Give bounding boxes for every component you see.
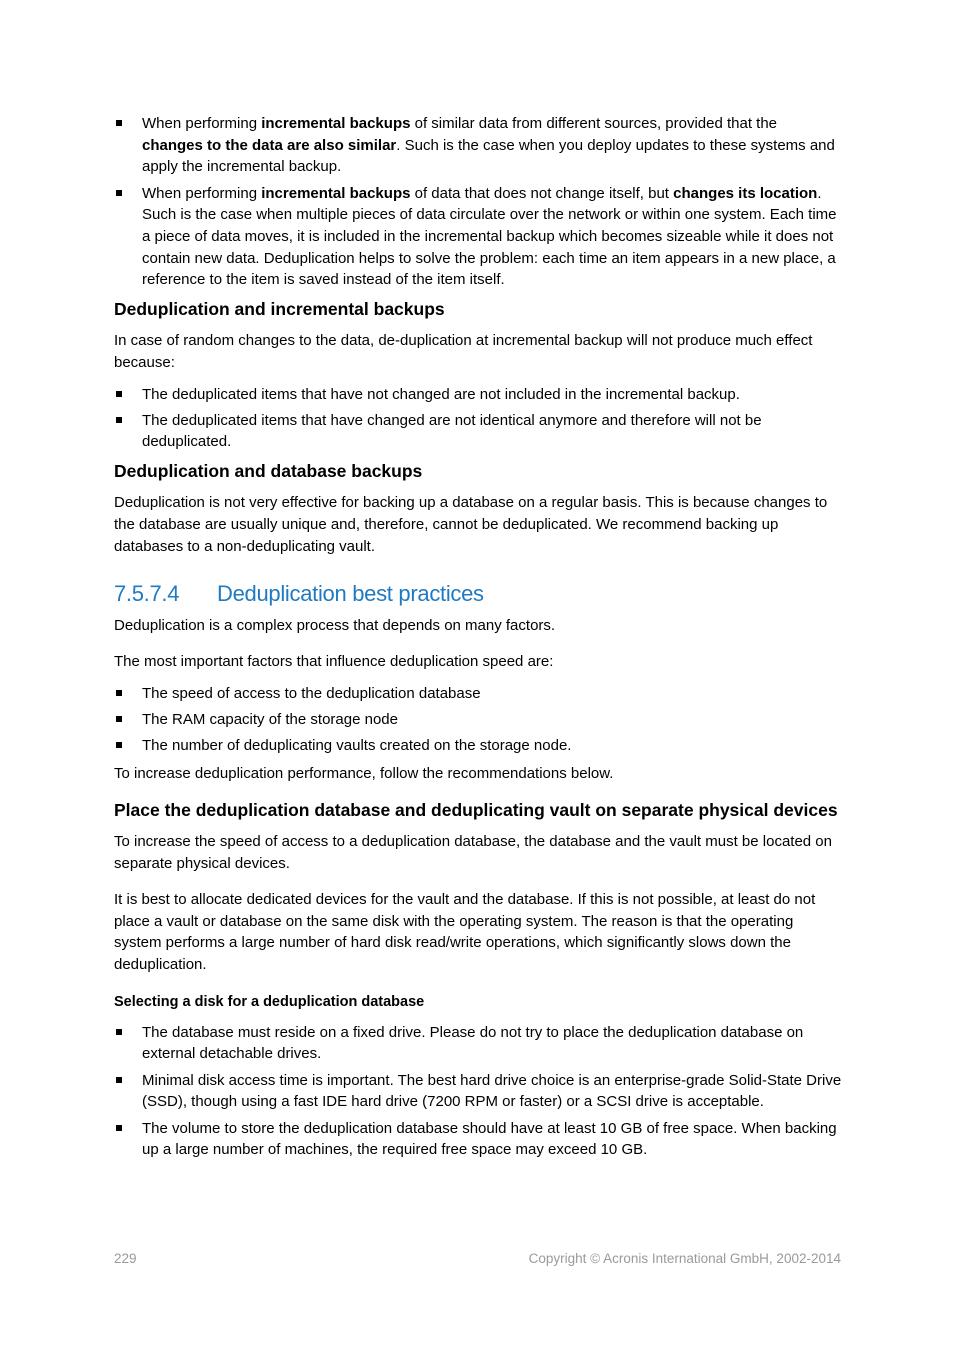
list-item: The deduplicated items that have not changed are not included in the incremental backup. — [114, 384, 842, 406]
list-item: The database must reside on a fixed drive. Please do not try to place the deduplication database on external detachable drives. — [114, 1022, 842, 1065]
paragraph: Deduplication is not very effective for backing up a database on a regular basis. This is because changes to the database are usually unique and, therefore, cannot be deduplicated. We recommend backing up databases to a non-deduplicating vault. — [114, 494, 828, 555]
list-item: Minimal disk access time is important. The best hard drive choice is an enterprise-grade Solid-State Drive (SSD), though using a fast IDE hard drive (7200 RPM or faster) or a SCSI drive is acceptable. — [114, 1070, 842, 1113]
list-item: The speed of access to the deduplication database — [114, 683, 842, 705]
intro-bullet-list — [114, 113, 842, 291]
section-title — [114, 579, 842, 609]
incremental-bullet-list — [114, 384, 842, 454]
paragraph: Deduplication is a complex process that depends on many factors. — [114, 617, 556, 635]
paragraph: It is best to allocate dedicated devices for the vault and the database. If this is not possible, at least do not place a vault or database on the same disk with the operating system. The reason is that the operating system performs a large number of hard disk read/write operations, which significantly slows down the deduplication. — [114, 890, 816, 973]
paragraph: In case of random changes to the data, de-duplication at incremental backup will not produce much effect because: — [114, 332, 813, 371]
section-title-text: Deduplication best practices — [217, 581, 484, 607]
list-item: The number of deduplicating vaults created on the storage node. — [114, 735, 842, 757]
paragraph: To increase the speed of access to a deduplication database, the database and the vault must be located on separate physical devices. — [114, 833, 832, 873]
list-item: The deduplicated items that have changed are not identical anymore and therefore will not be deduplicated. — [114, 410, 842, 453]
section-number: 7.5.7.4 — [114, 581, 180, 607]
heading-place-database: Place the deduplication database and deduplicating vault on separate physical devices — [114, 800, 838, 821]
page-content — [114, 113, 842, 1165]
paragraph: To increase deduplication performance, follow the recommendations below. — [114, 764, 614, 782]
paragraph: The most important factors that influence deduplication speed are: — [114, 652, 554, 670]
list-item: When performing incremental backups of similar data from different sources, provided that the changes to the data are also similar. Such is the case when you deploy updates to these systems and apply the incremental backup. — [114, 113, 842, 178]
selecting-bullet-list — [114, 1022, 842, 1161]
factors-bullet-list — [114, 683, 842, 757]
heading-dedup-incremental: Deduplication and incremental backups — [114, 299, 445, 320]
list-item: When performing incremental backups of data that does not change itself, but changes its location. Such is the case when multiple pieces of data circulate over the network or within one system. Each time a piece of data moves, it is included in the incremental backup which becomes sizeable while it does not contain new data. Deduplication helps to solve the problem: each time an item appears in a new place, a reference to the item is saved instead of the item itself. — [114, 183, 842, 292]
heading-selecting-disk: Selecting a disk for a deduplication database — [114, 993, 425, 1010]
list-item: The RAM capacity of the storage node — [114, 709, 842, 731]
page-number: 229 — [114, 1251, 137, 1266]
copyright-text: Copyright © Acronis International GmbH, 2002-2014 — [528, 1251, 841, 1266]
heading-dedup-database: Deduplication and database backups — [114, 461, 423, 482]
list-item: The volume to store the deduplication database should have at least 10 GB of free space. When backing up a large number of machines, the required free space may exceed 10 GB. — [114, 1118, 842, 1161]
